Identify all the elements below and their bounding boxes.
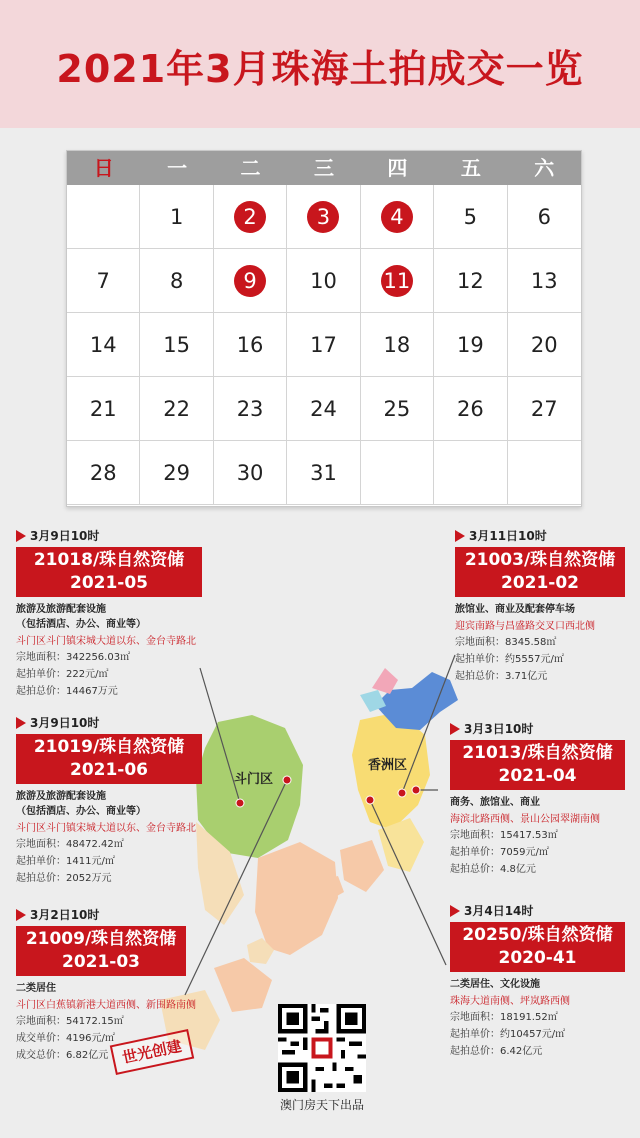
lot-use: 旅馆业、商业及配套停车场 xyxy=(455,604,575,615)
lot-number: 2021-05 xyxy=(69,573,149,593)
lot-unit-price: 起拍单价：1411元/㎡ xyxy=(16,856,115,867)
lot-location: 斗门区斗门镇宋城大道以东、金台寺路北 xyxy=(16,823,196,834)
lot-total-price: 起拍总价：4.8亿元 xyxy=(450,864,536,875)
lot-card-20250 xyxy=(450,902,625,1060)
lot-code: 21013/珠自然资储 xyxy=(462,743,613,763)
lot-area: 宗地面积：54172.15㎡ xyxy=(16,1016,124,1027)
lot-location: 迎宾南路与昌盛路交叉口西北侧 xyxy=(455,621,595,632)
calendar-day-number: 26 xyxy=(456,396,484,421)
calendar-day-number: 21 xyxy=(89,396,117,421)
lot-code-block xyxy=(450,922,625,972)
lot-number: 2021-04 xyxy=(498,766,577,786)
weekday-tue: 二 xyxy=(240,156,261,180)
site-marker-21018 xyxy=(236,799,244,807)
calendar-day-number: 22 xyxy=(163,396,190,421)
lot-total-price: 起拍总价：6.42亿元 xyxy=(450,1046,543,1057)
lot-code-block xyxy=(455,547,625,597)
lot-area: 宗地面积：342256.03㎡ xyxy=(16,652,131,663)
lot-code: 21003/珠自然资储 xyxy=(464,550,616,570)
lot-unit-price: 起拍单价：7059元/㎡ xyxy=(450,847,549,858)
lot-date: 3月11日10时 xyxy=(455,527,625,545)
lot-code-block xyxy=(450,740,625,790)
calendar-day-number: 24 xyxy=(310,396,337,421)
lot-location: 珠海大道南侧、坪岚路西侧 xyxy=(450,996,570,1007)
map-southwest-region xyxy=(255,842,338,955)
calendar-day-number: 20 xyxy=(530,332,558,357)
calendar-day-number: 7 xyxy=(96,268,110,293)
calendar-day-number: 11 xyxy=(381,265,413,297)
lot-use: 旅游及旅游配套设施 xyxy=(16,791,106,802)
lot-use: 商务、旅馆业、商业 xyxy=(450,797,540,808)
site-marker-21003 xyxy=(398,789,406,797)
lot-unit-price: 起拍单价：约10457元/㎡ xyxy=(450,1029,566,1040)
stamp-seal: 世光创建 xyxy=(110,1029,194,1075)
lot-total-price: 起拍总价：14467万元 xyxy=(16,686,118,697)
lot-total-price: 起拍总价：3.71亿元 xyxy=(455,671,548,682)
lot-area: 宗地面积：15417.53㎡ xyxy=(450,830,558,841)
weekday-mon: 一 xyxy=(167,156,188,180)
lot-card-21013 xyxy=(450,720,625,878)
site-marker-21019 xyxy=(283,776,291,784)
weekday-sun: 日 xyxy=(93,156,114,180)
lot-date: 3月2日10时 xyxy=(16,906,186,924)
lot-code-block xyxy=(16,547,202,597)
qr-code[interactable] xyxy=(278,1004,366,1092)
lot-code: 21019/珠自然资储 xyxy=(33,737,185,757)
page-title: 2021年3月珠海土拍成交一览 xyxy=(56,47,584,91)
weekday-wed: 三 xyxy=(313,156,334,180)
lot-code-block xyxy=(16,926,186,976)
calendar-day-number: 2 xyxy=(234,201,266,233)
calendar-day-number: 3 xyxy=(307,201,339,233)
lot-date: 3月3日10时 xyxy=(450,720,625,738)
calendar-day-number: 16 xyxy=(236,332,264,357)
map-south-region xyxy=(214,958,272,1012)
lot-location: 海滨北路西侧、景山公园翠湖南侧 xyxy=(450,814,600,825)
calendar-day-number: 1 xyxy=(169,204,184,229)
calendar-day-number: 28 xyxy=(89,460,117,485)
calendar-day-number: 12 xyxy=(456,268,484,293)
lot-card-21003 xyxy=(455,527,625,685)
lot-area: 宗地面积：18191.52㎡ xyxy=(450,1012,558,1023)
qr-caption: 澳门房天下出品 xyxy=(279,1098,364,1112)
lot-total-price: 起拍总价：2052万元 xyxy=(16,873,112,884)
district-label-xiangzhou: 香洲区 xyxy=(368,758,408,773)
lot-code: 21018/珠自然资储 xyxy=(33,550,185,570)
lot-code-block xyxy=(16,734,202,784)
lot-total-price: 成交总价：6.82亿元 xyxy=(16,1050,109,1061)
lot-use: 旅游及旅游配套设施 xyxy=(16,604,106,615)
calendar-day-number: 5 xyxy=(463,204,478,229)
lot-number: 2021-02 xyxy=(500,573,580,593)
calendar-day-number: 14 xyxy=(89,332,117,357)
calendar-day-number: 29 xyxy=(163,460,190,485)
lot-date: 3月9日10时 xyxy=(16,527,202,545)
lot-number: 2021-03 xyxy=(61,952,141,972)
lot-code: 20250/珠自然资储 xyxy=(462,925,613,945)
lot-date: 3月4日14时 xyxy=(450,902,625,920)
lot-use: 二类居住、文化设施 xyxy=(450,979,540,990)
calendar-day-number: 6 xyxy=(537,204,551,229)
calendar-day-number: 9 xyxy=(234,265,266,297)
lot-area: 宗地面积：8345.58㎡ xyxy=(455,637,557,648)
lot-location: 斗门区斗门镇宋城大道以东、金台寺路北 xyxy=(16,636,196,647)
lot-unit-price: 成交单价：4196元/㎡ xyxy=(16,1033,115,1044)
calendar-day-number: 27 xyxy=(530,396,558,421)
weekday-sat: 六 xyxy=(534,156,555,180)
site-marker-20250 xyxy=(366,796,374,804)
calendar-day-number: 8 xyxy=(169,268,184,293)
calendar-day-number: 31 xyxy=(310,460,337,485)
lot-use-detail: （包括酒店、办公、商业等） xyxy=(16,619,146,630)
lot-date: 3月9日10时 xyxy=(16,714,202,732)
calendar-day-number: 4 xyxy=(381,201,413,233)
lot-location: 斗门区白蕉镇新港大道西侧、新围路南侧 xyxy=(16,1000,196,1011)
lot-use: 二类居住 xyxy=(16,983,56,994)
lot-area: 宗地面积：48472.42㎡ xyxy=(16,839,124,850)
calendar-day-number: 15 xyxy=(163,332,190,357)
lot-number: 2020-41 xyxy=(498,948,577,968)
district-label-doumen: 斗门区 xyxy=(234,772,274,787)
calendar-day-number: 19 xyxy=(456,332,484,357)
calendar-day-number: 18 xyxy=(383,332,411,357)
calendar-day-number: 30 xyxy=(236,460,264,485)
lot-use-detail: （包括酒店、办公、商业等） xyxy=(16,806,146,817)
calendar-day-number: 13 xyxy=(530,268,558,293)
lot-card-21019 xyxy=(16,714,202,887)
map-coast-region xyxy=(340,840,384,892)
lot-number: 2021-06 xyxy=(69,760,149,780)
site-marker-21013 xyxy=(412,786,420,794)
calendar-day-number: 10 xyxy=(310,268,337,293)
lot-unit-price: 起拍单价：222元/㎡ xyxy=(16,669,109,680)
calendar-day-number: 25 xyxy=(383,396,411,421)
lot-code: 21009/珠自然资储 xyxy=(25,929,177,949)
weekday-thu: 四 xyxy=(387,156,408,180)
lot-unit-price: 起拍单价：约5557元/㎡ xyxy=(455,654,564,665)
lot-card-21018 xyxy=(16,527,202,700)
calendar-day-number: 17 xyxy=(310,332,337,357)
calendar-day-number: 23 xyxy=(236,396,264,421)
weekday-fri: 五 xyxy=(460,156,481,180)
